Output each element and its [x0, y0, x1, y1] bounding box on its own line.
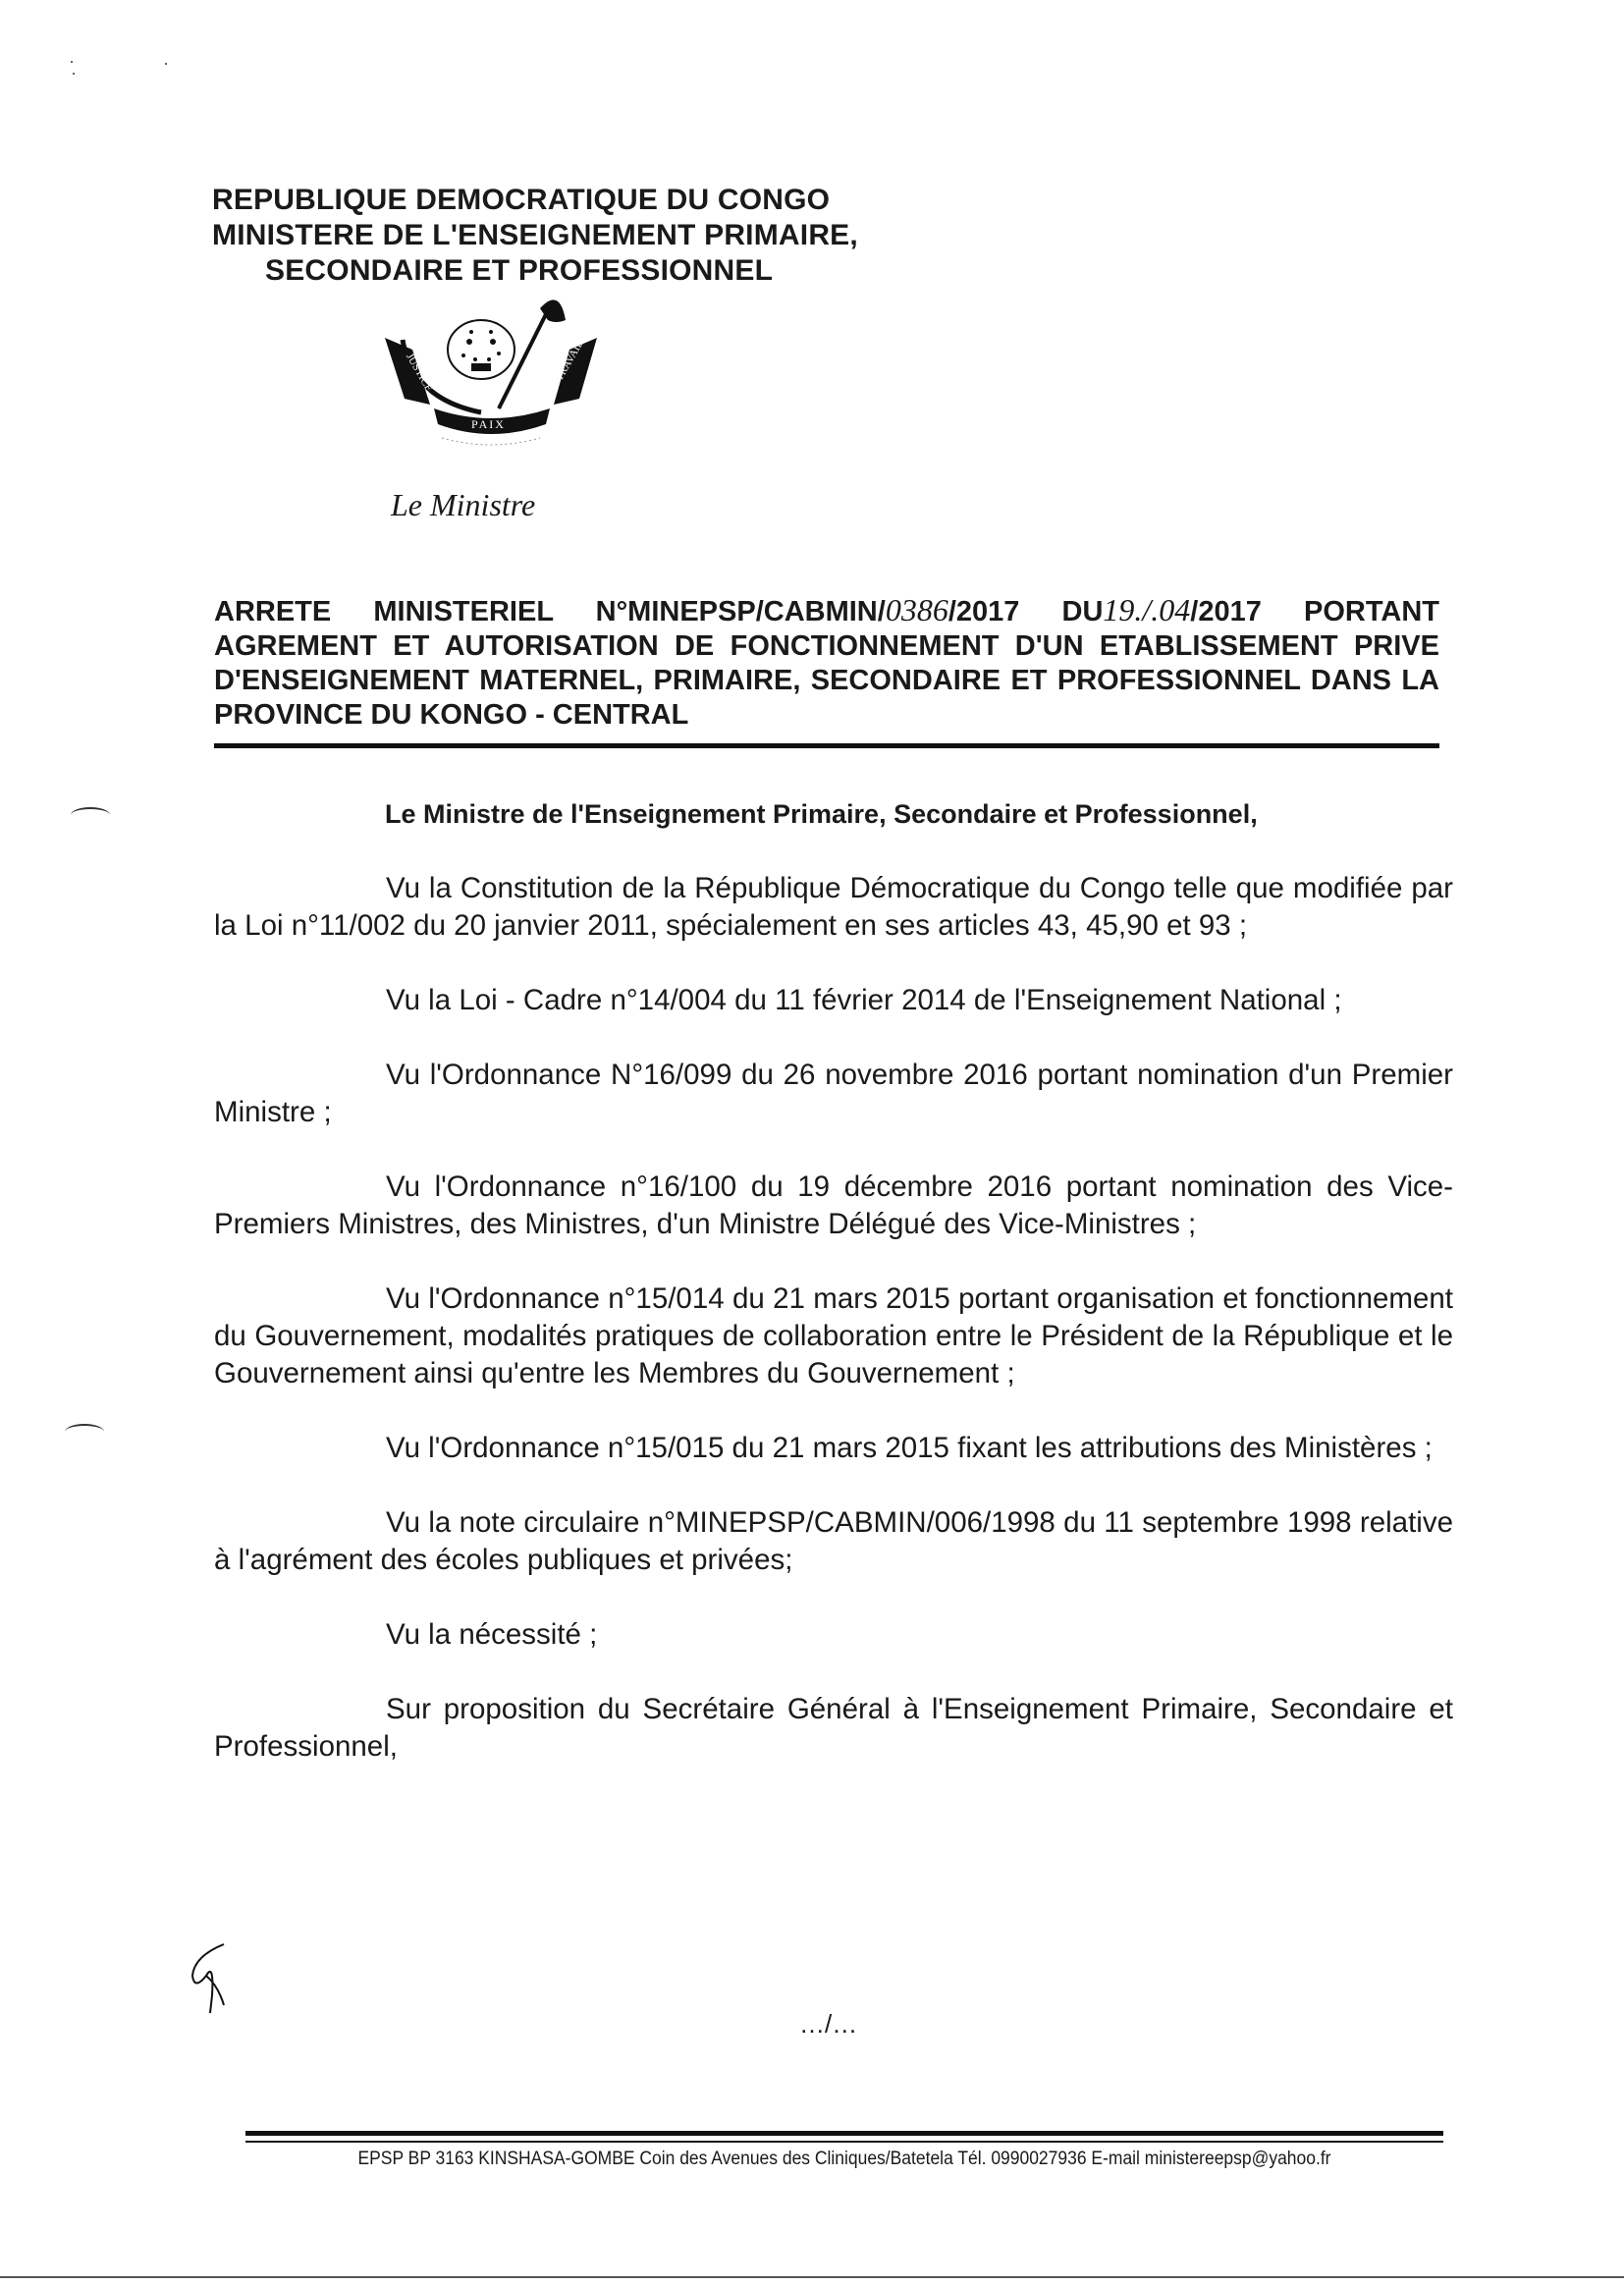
decree-title: [214, 593, 1439, 733]
footer-rule: [245, 2131, 1443, 2136]
consideration-item: Vu la Constitution de la République Démocratique du Congo telle que modifiée par la Loi n°11/002 du 20 janvier 2011, spécialement en ses articles 43, 45,90 et 93 ;: [214, 872, 1453, 942]
decree-year: /2017 DU: [947, 596, 1104, 627]
margin-mark: [71, 807, 110, 823]
decree-date-handwritten: 19./.04: [1103, 592, 1191, 627]
scan-speck: [71, 61, 73, 63]
consideration-item: Sur proposition du Secrétaire Général à l'Enseignement Primaire, Secondaire et Professionnel,: [214, 1693, 1453, 1763]
letterhead-ministry-cont: SECONDAIRE ET PROFESSIONNEL: [265, 254, 774, 287]
considerations: [214, 870, 1453, 1803]
page-continuation: …/…: [799, 2009, 858, 2039]
scan-edge: [0, 2276, 1624, 2278]
decree-title-prefix: ARRETE MINISTERIEL N°MINEPSP/CABMIN/: [214, 596, 886, 627]
consideration-item: Vu l'Ordonnance n°16/100 du 19 décembre 2016 portant nomination des Vice-Premiers Ministres, des Ministres, d'un Ministre Délégué des Vice-Ministres ;: [214, 1170, 1453, 1240]
signatory-heading: Le Ministre: [391, 487, 536, 522]
letterhead-country: REPUBLIQUE DEMOCRATIQUE DU CONGO: [212, 184, 831, 216]
consideration-item: Vu l'Ordonnance N°16/099 du 26 novembre 2016 portant nomination d'un Premier Ministre ;: [214, 1059, 1453, 1128]
footer-rule: [245, 2141, 1443, 2143]
consideration-item: Vu la nécessité ;: [386, 1618, 598, 1651]
letterhead-ministry: MINISTERE DE L'ENSEIGNEMENT PRIMAIRE,: [212, 219, 858, 251]
decree-title-suffix: /2017 PORTANT AGREMENT ET AUTORISATION DE FONCTIONNEMENT D'UN ETABLISSEMENT PRIVE D'ENSEIGNEMENT MATERNEL, PRIMAIRE, SECONDAIRE ET PROFESSIONNEL DANS LA PROVINCE DU KONGO - CENTRAL: [214, 596, 1439, 731]
title-underline: [214, 743, 1439, 748]
consideration-item: Vu la note circulaire n°MINEPSP/CABMIN/006/1998 du 11 septembre 1998 relative à l'agrément des écoles publiques et privées;: [214, 1506, 1453, 1576]
letterhead: [212, 183, 858, 289]
footer-address: EPSP BP 3163 KINSHASA-GOMBE Coin des Avenues des Cliniques/Batetela Tél. 0990027936 E-mail ministereepsp@yahoo.fr: [357, 2149, 1331, 2169]
svg-text:JUSTICE: JUSTICE: [404, 351, 435, 394]
consideration-item: Vu l'Ordonnance n°15/015 du 21 mars 2015 fixant les attributions des Ministères ;: [386, 1432, 1433, 1464]
consideration-item: Vu la Loi - Cadre n°14/004 du 11 février 2014 de l'Enseignement National ;: [386, 984, 1342, 1016]
scan-speck: [73, 73, 75, 75]
margin-mark: [65, 1424, 104, 1440]
coat-of-arms-icon: [373, 291, 609, 458]
svg-text:TRAVAIL: TRAVAIL: [553, 338, 586, 383]
consideration-item: Vu l'Ordonnance n°15/014 du 21 mars 2015 portant organisation et fonctionnement du Gouvernement, modalités pratiques de collaboration entre le Président de la République et le Gouvernement ainsi qu'entre les Membres du Gouvernement ;: [214, 1282, 1453, 1389]
scan-speck: [165, 63, 167, 65]
initials-signature: [185, 1936, 244, 2015]
minister-preamble: Le Ministre de l'Enseignement Primaire, Secondaire et Professionnel,: [385, 799, 1258, 829]
decree-number-handwritten: 0386: [885, 592, 948, 627]
svg-text:PAIX: PAIX: [471, 417, 506, 431]
